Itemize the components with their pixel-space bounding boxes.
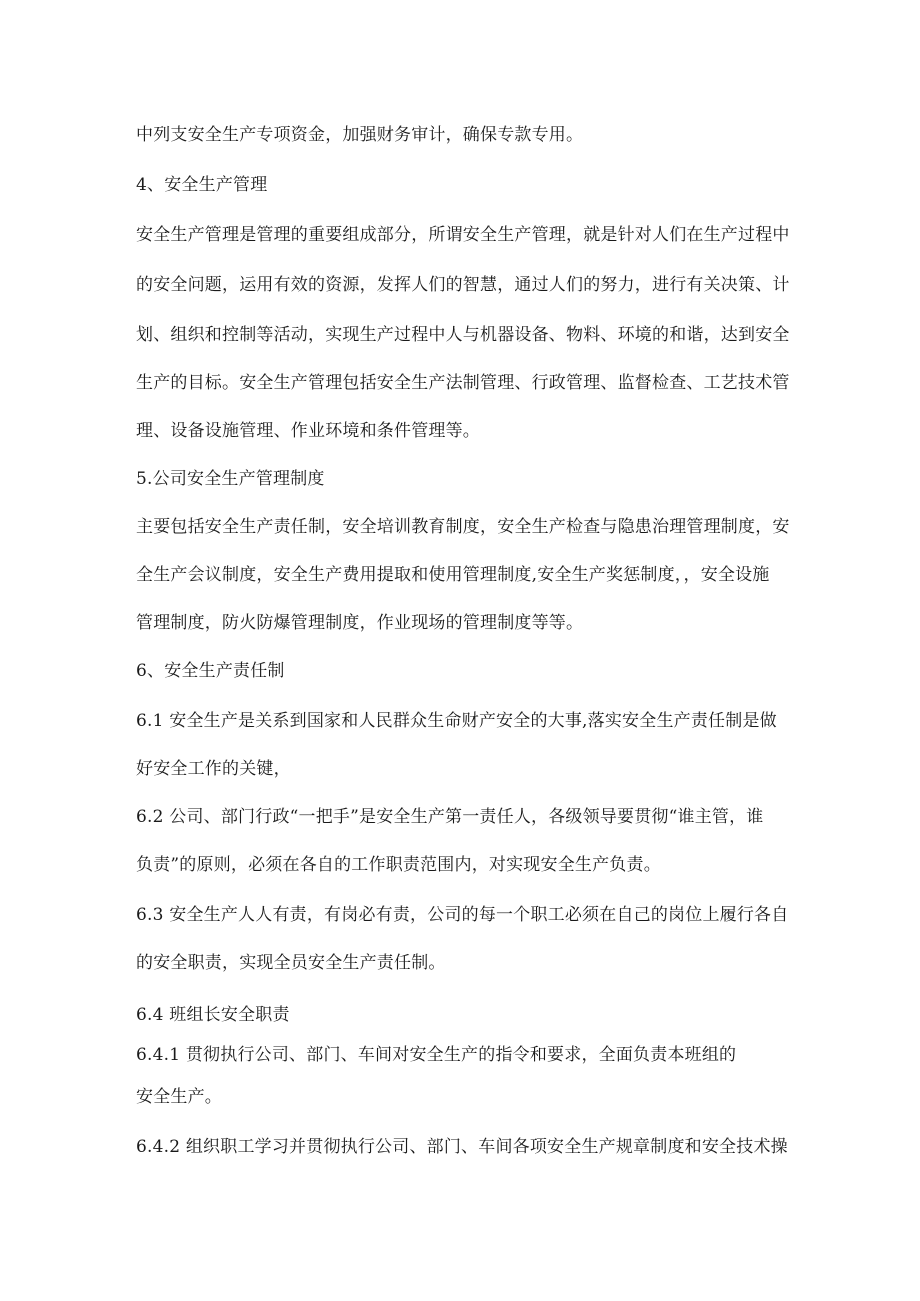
- text-line: 的安全职责，实现全员安全生产责任制。: [136, 953, 446, 973]
- text-line: 管理制度，防火防爆管理制度，作业现场的管理制度等等。: [136, 613, 584, 633]
- text-line: 负责”的原则，必须在各自的工作职责范围内，对实现安全生产负责。: [136, 855, 661, 875]
- text-line: 6.1 安全生产是关系到国家和人民群众生命财产安全的大事,落实安全生产责任制是做: [136, 711, 777, 731]
- text-line: 6.2 公司、部门行政“一把手”是安全生产第一责任人，各级领导要贯彻“谁主管，谁: [136, 807, 764, 827]
- section-heading: 5.公司安全生产管理制度: [136, 469, 325, 489]
- text-line: 安全生产管理是管理的重要组成部分，所谓安全生产管理，就是针对人们在生产过程中: [136, 225, 790, 245]
- text-line: 6.4.2 组织职工学习并贯彻执行公司、部门、车间各项安全生产规章制度和安全技术操: [136, 1137, 788, 1157]
- text-line: 6.3 安全生产人人有责，有岗必有责，公司的每一个职工必须在自己的岗位上履行各自: [136, 905, 789, 925]
- text-line: 安全生产。: [136, 1087, 222, 1107]
- text-line: 中列支安全生产专项资金，加强财务审计，确保专款专用。: [136, 125, 584, 145]
- section-heading: 6、安全生产责任制: [136, 661, 285, 681]
- section-heading: 4、安全生产管理: [136, 175, 268, 195]
- text-line: 6.4.1 贯彻执行公司、部门、车间对安全生产的指令和要求，全面负责本班组的: [136, 1045, 737, 1065]
- text-line: 生产的目标。安全生产管理包括安全生产法制管理、行政管理、监督检查、工艺技术管: [136, 373, 790, 393]
- text-line: 好安全工作的关键，: [136, 759, 291, 779]
- section-heading: 6.4 班组长安全职责: [136, 1005, 290, 1025]
- text-line: 的安全问题，运用有效的资源，发挥人们的智慧，通过人们的努力，进行有关决策、计: [136, 275, 790, 295]
- text-line: 理、设备设施管理、作业环境和条件管理等。: [136, 421, 480, 441]
- text-line: 全生产会议制度，安全生产费用提取和使用管理制度,安全生产奖惩制度，，安全设施: [136, 565, 770, 585]
- text-line: 划、组织和控制等活动，实现生产过程中人与机器设备、物料、环境的和谐，达到安全: [136, 325, 790, 345]
- text-line: 主要包括安全生产责任制，安全培训教育制度，安全生产检查与隐患治理管理制度，安: [136, 517, 790, 537]
